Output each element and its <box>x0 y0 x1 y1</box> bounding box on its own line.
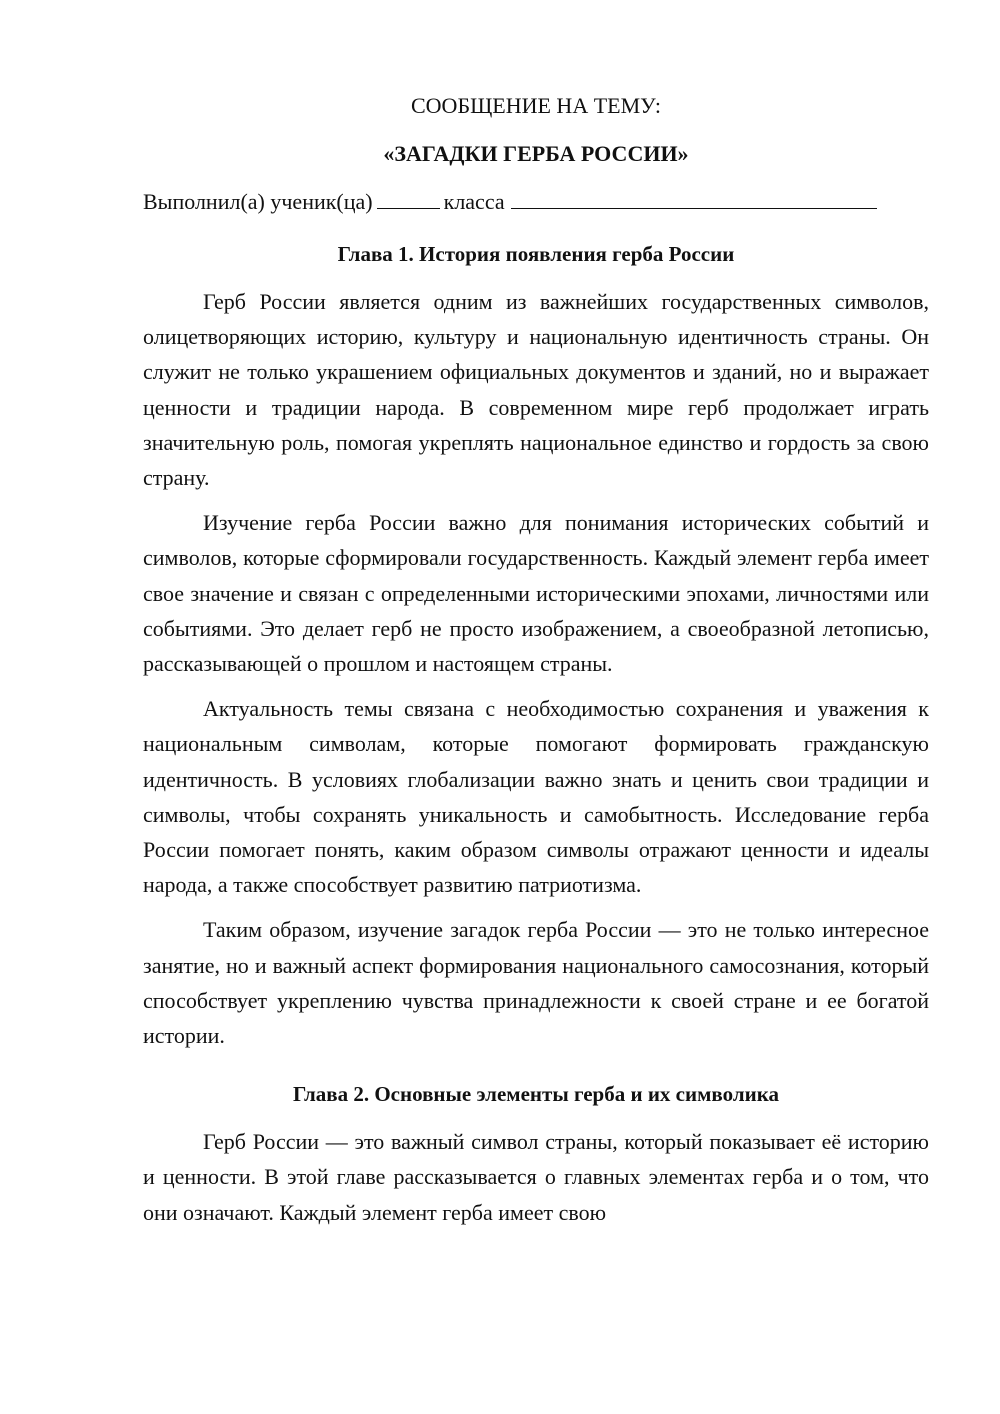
class-label: класса <box>443 189 505 214</box>
student-info-line <box>143 188 929 216</box>
student-label: Выполнил(а) ученик(ца) <box>143 189 373 214</box>
chapter-1-paragraph-3: Актуальность темы связана с необходимостью сохранения и уважения к национальным символам, которые помогают формировать гражданскую идентичность. В условиях глобализации важно знать и ценить свои традиции и символы, чтобы сохранять уникальность и самобытность. Исследование герба России помогает понять, каким образом символы отражают ценности и идеалы народа, а также способствует развитию патриотизма. <box>143 696 929 898</box>
class-number-blank[interactable] <box>377 190 440 209</box>
chapter-1-paragraph-2: Изучение герба России важно для понимания исторических событий и символов, которые сформировали государственность. Каждый элемент герба имеет свое значение и связан с определенными историческими эпохами, личностями или событиями. Это делает герб не просто изображением, а своеобразной летописью, рассказывающей о прошлом и настоящем страны. <box>143 510 929 677</box>
document-title-line-2: «ЗАГАДКИ ГЕРБА РОССИИ» <box>383 141 689 166</box>
chapter-1-paragraph-4: Таким образом, изучение загадок герба России — это не только интересное занятие, но и важный аспект формирования национального самосознания, который способствует укреплению чувства принадлежности к своей стране и ее богатой истории. <box>143 917 929 1049</box>
document-title-line-1: СООБЩЕНИЕ НА ТЕМУ: <box>411 93 661 118</box>
chapter-1-heading: Глава 1. История появления герба России <box>337 242 735 266</box>
chapter-2-heading: Глава 2. Основные элементы герба и их символика <box>292 1082 779 1107</box>
chapter-2-paragraph-1: Герб России — это важный символ страны, который показывает её историю и ценности. В этой главе рассказывается о главных элементах герба и о том, что они означают. Каждый элемент герба имеет свою <box>143 1129 929 1225</box>
document-page <box>143 92 929 1230</box>
student-name-blank[interactable] <box>511 190 877 209</box>
chapter-1-paragraph-1: Герб России является одним из важнейших государственных символов, олицетворяющих историю, культуру и национальную идентичность страны. Он служит не только украшением официальных документов и зданий, но и выражает ценности и традиции народа. В современном мире герб продолжает играть значительную роль, помогая укреплять национальное единство и гордость за свою страну. <box>143 289 929 491</box>
